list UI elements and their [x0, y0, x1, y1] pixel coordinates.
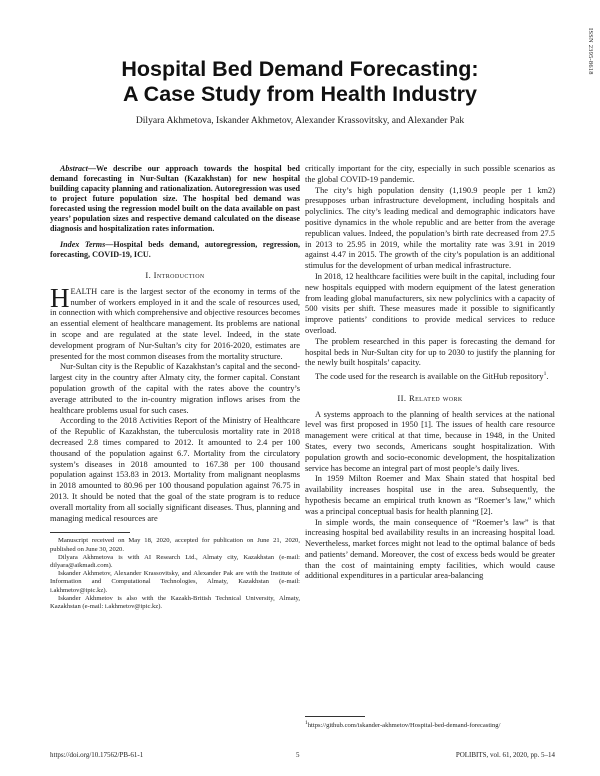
intro-paragraph-6: The problem researched in this paper is forecasting the demand for hospital beds in Nur-Sultan city for up to 2030 to justify the planning for the newly built hospitals’ capacity. — [305, 336, 555, 368]
related-paragraph-1: A systems approach to the planning of health services at the national level was first proposed in 1950 [1]. The issues of health care resource management were critical at that time, because in 1948, in the United States, every two seconds, Americans sought hospitalization. With population growth and socio-economic development, the hospitalization service has become an integral part of most people’s daily lives. — [305, 409, 555, 473]
related-paragraph-3: In simple words, the main consequence of “Roemer’s law” is that increasing hospital bed availability results in an increasing hospital load. Nevertheless, market forces might not lead to the optimal balance of beds and patients’ demand. Moreover, the cost of excess beds would be greater than the cost of maintaining empty facilities, which would cause additional expenditures in a particular area-balancing — [305, 517, 555, 581]
note-author-affiliations: Iskander Akhmetov, Alexander Krassovitsky, and Alexander Pak are with the Institute of Information and Computational Technologies, Almaty, Kazakhstan (e-mail: i.akhmetov@ipic.kz). — [50, 570, 300, 594]
related-paragraph-2: In 1959 Milton Roemer and Max Shain stated that hospital bed availability increases hospital use in the area. Subsequently, the hypothesis became an empirical truth known as “Roemer’s law,” which was a principal conceptual basis for health planning [2]. — [305, 474, 555, 516]
issn-label: ISSN 2395-8618 — [587, 28, 594, 75]
abstract — [50, 164, 300, 234]
footnote-marker[interactable]: 1 — [543, 371, 547, 378]
github-link[interactable]: https://github.com/iskander-akhmetov/Hospital-bed-demand-forecasting/ — [307, 722, 501, 730]
intro-paragraph-5: In 2018, 12 healthcare facilities were built in the capital, including four new hospitals equipped with modern equipment of the latest generation from leading global manufacturers, six new polyclinics with a capacity of 500 visits per shift. These measures made it possible to significantly improve patients’ conditions to provide medical services to reduce overload. — [305, 271, 555, 335]
code-availability-text: The code used for the research is available on the GitHub repository — [315, 371, 544, 381]
left-column — [50, 164, 300, 611]
section-heading-related-work: II. Related work — [397, 392, 463, 403]
footnote-number: 1 — [305, 720, 308, 726]
intro-paragraph-1: HEALTH care is the largest sector of the economy in terms of the number of workers employed in it and the scale of resources used, in connection with which comprehensive and objective resources becomes an essential element of healthcare management. Its problems are national in scope and are regulated at the state level. Indeed, in the state development program of Nur-Sultan’s city for 2016-2020, estimates are presented for the most common diseases from the mortality structure. — [50, 282, 300, 361]
note-author-2: Iskander Akhmetov is also with the Kazakh-British Technical University, Almaty, Kazakhstan (e-mail: i.akhmetov@ipic.kz). — [50, 594, 300, 610]
intro-paragraph-2: Nur-Sultan city is the Republic of Kazakhstan’s capital and the second-largest city in the country after Almaty city, the former capital. Constant population growth of the capital with the rates above the country’s average attributed to the in-country migration inflows arises from the healthcare problems usual for such cases. — [50, 362, 300, 415]
note-received: Manuscript received on May 18, 2020, accepted for publication on June 21, 2020, published on June 30, 2020. — [50, 537, 300, 553]
intro-paragraph-4: The city’s high population density (1,190.9 people per 1 km2) presupposes urban infrastructure development, including hospitals and polyclinics. The city’s leading medical and demographic indicators have positive dynamics in the whole republic and are better from the average republican values. Indeed, the population’s birth rate decreased from 27.5 in 2013 to 25.95 in 2019, while the mortality rate was 3.91 in 2019 against 4.47 in 2015. The growth of the city’s population is an additional stimulus for the development of urban medical infrastructure. — [305, 185, 555, 271]
title-line-2: A Case Study from Health Industry — [122, 82, 477, 106]
note-author-1: Dilyara Akhmetova is with AI Research Ltd., Almaty city, Kazakhstan (e-mail: dilyara@aikmadi.com). — [50, 553, 300, 569]
github-footnote — [305, 716, 555, 729]
index-terms-text: —Hospital beds demand, autoregression, regression, forecasting, COVID-19, ICU. — [50, 240, 300, 259]
journal-citation: POLIBITS, vol. 61, 2020, pp. 5–14 — [455, 751, 555, 759]
intro-continued: critically important for the city, especially in such possible scenarios as the global COVID-19 pandemic. — [305, 164, 555, 184]
doi-link[interactable]: https://doi.org/10.17562/PB-61-1 — [50, 751, 144, 759]
title-line-1: Hospital Bed Demand Forecasting: — [121, 57, 479, 81]
author-list: Dilyara Akhmetova, Iskander Akhmetov, Alexander Krassovitsky, and Alexander Pak — [135, 115, 465, 126]
paper-title — [40, 57, 560, 107]
intro-paragraph-7: The code used for the research is available on the GitHub repository$^1$. — [315, 371, 549, 381]
right-column — [305, 164, 555, 582]
page-number: 5 — [296, 751, 300, 759]
footnote-rule — [50, 532, 130, 533]
index-terms — [50, 240, 300, 260]
index-terms-lead: Index Terms — [60, 240, 106, 249]
intro-paragraph-3: According to the 2018 Activities Report of the Ministry of Healthcare of the Republic of Kazakhstan, the tuberculosis mortality rate in 2018 decreased 2.8 times compared to 2012. It amounted to 2.4 per 100 thousand of the population against 6.7. Mortality from the circulatory system’s diseases in 2018 amounted to 167.38 per 100 thousand population against 153.83 in 2013. Mortality from malignant neoplasms in 2018 amounted to 80.96 per 100 thousand population against 76.75 in 2013. It should be noted that the goal of the state program is to reduce overall mortality from all socially significant diseases. Thus, planning and managing medical resources are — [50, 416, 300, 523]
abstract-text: —We describe our approach towards the hospital bed demand forecasting in Nur-Sultan (Kazakhstan) for new hospital building capacity planning and rationalization. Autoregression was used to project future population size. The hospital bed demand was forecasted using the regression model built on the data available on past years’ population sizes and respective demand calculated on the disease diagnosis and hospitalization rates information. — [50, 164, 300, 233]
abstract-lead: Abstract — [60, 164, 88, 173]
footnote-rule-right — [305, 716, 365, 717]
manuscript-notes — [50, 537, 300, 611]
section-heading-introduction: I. Introduction — [145, 270, 205, 280]
